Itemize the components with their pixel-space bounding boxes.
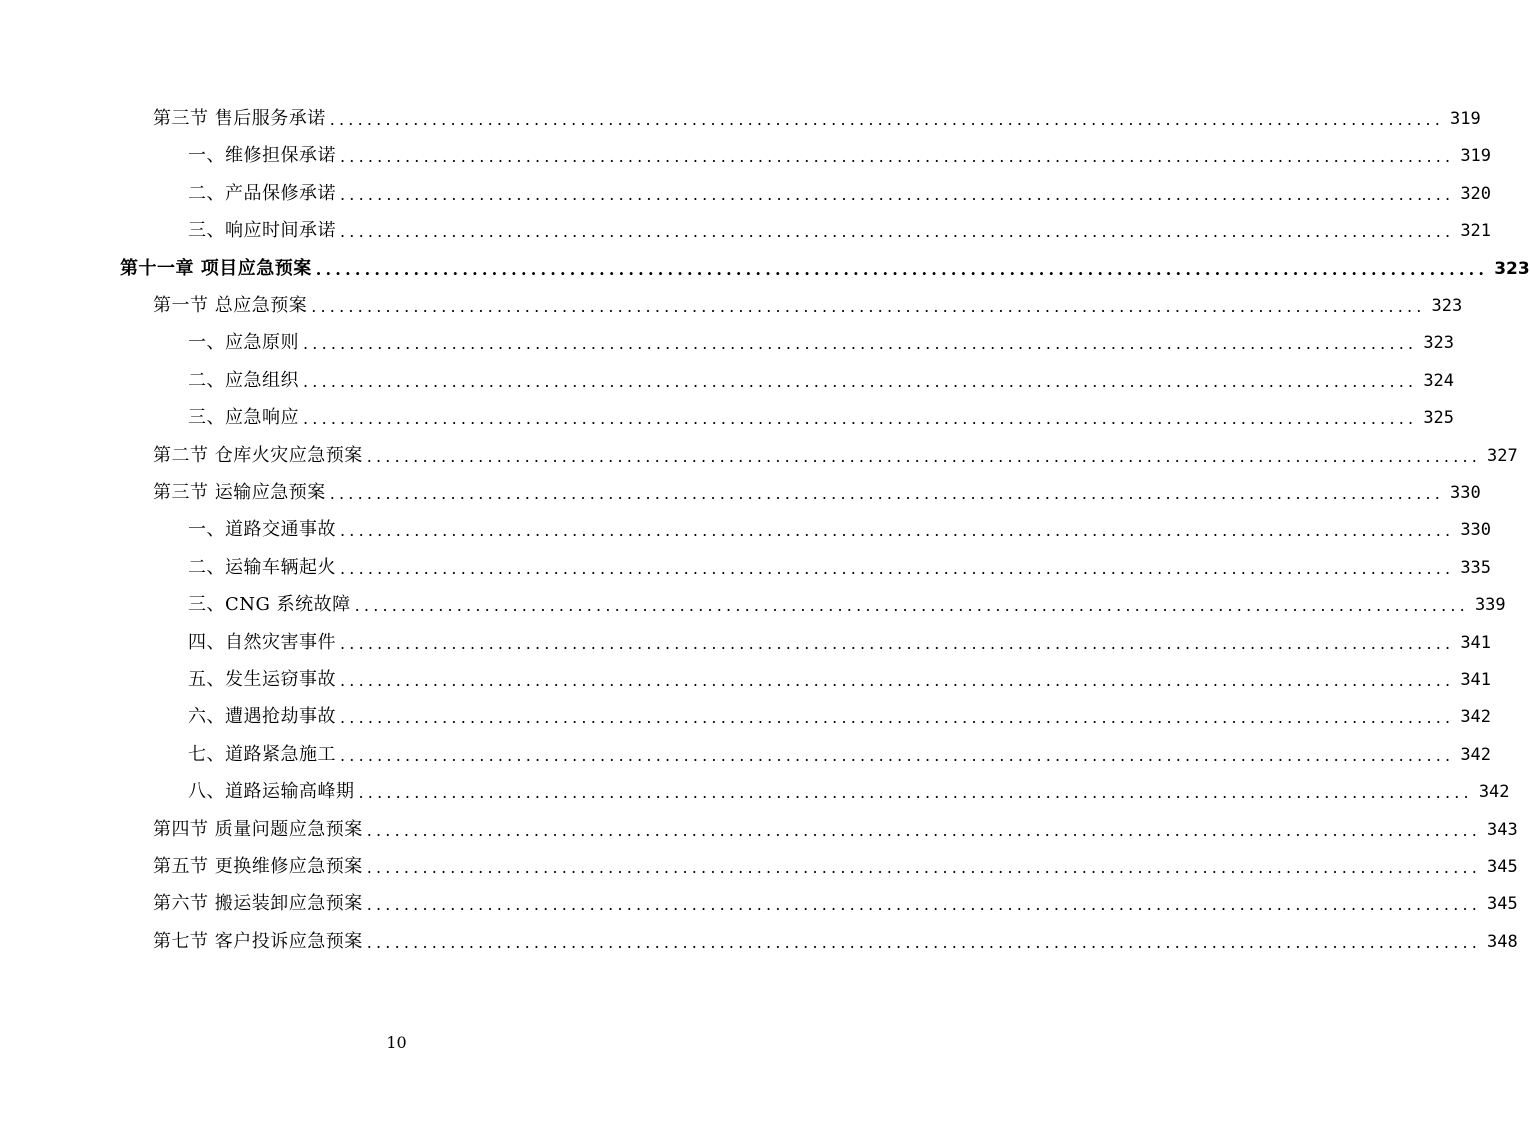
toc-leader-dots: ........................................................................................................................ [303,409,1418,429]
toc-entry[interactable] [188,175,1492,205]
toc-entry-page: 320 [1460,183,1492,204]
toc-entry-page: 325 [1423,408,1455,429]
toc-entry-page: 343 [1487,819,1518,840]
toc-entry-page: 323 [1494,258,1530,279]
toc-entry-page: 339 [1474,595,1506,616]
toc-entry-page: 341 [1460,670,1492,690]
toc-entry-page: 327 [1487,445,1518,466]
toc-entry-title: 第四节 质量问题应急预案 [153,818,363,840]
toc-leader-dots: ........................................................................................................................ [358,783,1473,803]
toc-entry[interactable] [188,549,1492,579]
toc-entry-title: 第六节 搬运装卸应急预案 [153,893,363,915]
toc-entry[interactable] [188,511,1492,541]
toc-leader-dots: ........................................................................................................................ [340,708,1455,728]
toc-entry-title: 二、产品保修承诺 [188,182,336,204]
toc-leader-dots: ........................................................................................................................ [329,484,1445,503]
toc-leader-dots: ........................................................................................................................ [366,895,1482,915]
toc-entry-page: 330 [1460,520,1492,541]
toc-entry-page: 330 [1450,483,1481,503]
toc-entry-page: 324 [1423,370,1455,391]
toc-leader-dots: ........................................................................................................................ [340,521,1455,541]
toc-entry[interactable] [188,773,1510,803]
toc-entry[interactable] [153,474,1481,504]
toc-entry[interactable] [153,848,1518,878]
toc-entry-page: 319 [1450,109,1481,129]
toc-entry-page: 345 [1487,894,1518,915]
toc-entry-title: 三、响应时间承诺 [188,220,336,242]
toc-leader-dots: ........................................................................................................................ [315,259,1489,279]
toc-leader-dots: ........................................................................................................................ [340,671,1455,690]
toc-entry[interactable] [188,624,1492,654]
toc-entry-title: 二、运输车辆起火 [188,556,336,578]
toc-entry-title: 第三节 运输应急预案 [153,482,326,503]
toc-entry[interactable] [153,437,1518,467]
toc-entry-title: 一、应急原则 [188,332,299,354]
toc-entry-title: 第七节 客户投诉应急预案 [153,930,363,952]
toc-entry[interactable] [188,362,1455,392]
toc-entry[interactable] [188,661,1492,691]
toc-entry-page: 323 [1423,333,1455,354]
toc-leader-dots: ........................................................................................................................ [340,745,1455,765]
toc-leader-dots: ........................................................................................................................ [366,446,1482,466]
toc-leader-dots: ........................................................................................................................ [303,334,1418,354]
toc-entry-title: 四、自然灾害事件 [188,631,336,653]
toc-leader-dots: ........................................................................................................................ [340,558,1455,578]
toc-entry[interactable] [188,698,1492,728]
toc-entry[interactable] [188,736,1492,766]
toc-entry-page: 323 [1431,296,1463,316]
toc-entry-title: 一、维修担保承诺 [188,145,336,167]
toc-leader-dots: ........................................................................................................................ [366,932,1482,952]
toc-entry-title: 三、CNG 系统故障 [188,594,351,616]
toc-entry-page: 341 [1460,632,1492,653]
toc-entry-title: 第三节 售后服务承诺 [153,108,326,129]
toc-entry[interactable] [153,287,1463,317]
page-number: 10 [386,1033,407,1052]
toc-leader-dots: ........................................................................................................................ [329,110,1445,129]
toc-entry-title: 第二节 仓库火灾应急预案 [153,444,363,466]
toc-entry[interactable] [153,923,1518,953]
toc-leader-dots: ........................................................................................................................ [340,147,1455,167]
toc-entry[interactable] [188,137,1492,167]
toc-entry-page: 335 [1460,557,1492,578]
toc-entry-title: 六、遭遇抢劫事故 [188,706,336,728]
toc-leader-dots: ........................................................................................................................ [340,222,1455,242]
toc-entry-page: 321 [1460,221,1492,242]
toc-entry-page: 319 [1460,146,1492,167]
toc-entry-page: 345 [1487,857,1518,877]
toc-entry-title: 八、道路运输高峰期 [188,781,355,803]
toc-leader-dots: ........................................................................................................................ [366,858,1482,877]
toc-entry-title: 一、道路交通事故 [188,519,336,541]
toc-leader-dots: ........................................................................................................................ [366,820,1482,840]
toc-entry-title: 五、发生运窃事故 [188,669,336,690]
toc-entry[interactable] [153,811,1518,841]
toc-entry-page: 342 [1460,707,1492,728]
toc-leader-dots: ........................................................................................................................ [311,297,1426,316]
toc-entry[interactable] [188,212,1492,242]
toc-entry-page: 348 [1487,931,1518,952]
toc-entry-page: 342 [1460,744,1492,765]
toc-entry-title: 七、道路紧急施工 [188,743,336,765]
toc-entry-title: 二、应急组织 [188,369,299,391]
toc-entry-title: 第一节 总应急预案 [153,295,308,316]
toc-entry-title: 第五节 更换维修应急预案 [153,856,363,877]
toc-entry-title: 第十一章 项目应急预案 [120,257,312,279]
toc-entry[interactable] [188,399,1455,429]
toc-entry-title: 三、应急响应 [188,407,299,429]
toc-leader-dots: ........................................................................................................................ [340,184,1455,204]
toc-entry[interactable] [120,250,1530,280]
toc-entry[interactable] [153,885,1518,915]
toc-leader-dots: ........................................................................................................................ [303,371,1418,391]
toc-entry[interactable] [188,324,1455,354]
toc-entry[interactable] [153,100,1481,130]
toc-leader-dots: ........................................................................................................................ [354,596,1469,616]
toc-entry[interactable] [188,586,1506,616]
toc-leader-dots: ........................................................................................................................ [340,633,1455,653]
toc-entry-page: 342 [1478,782,1510,803]
